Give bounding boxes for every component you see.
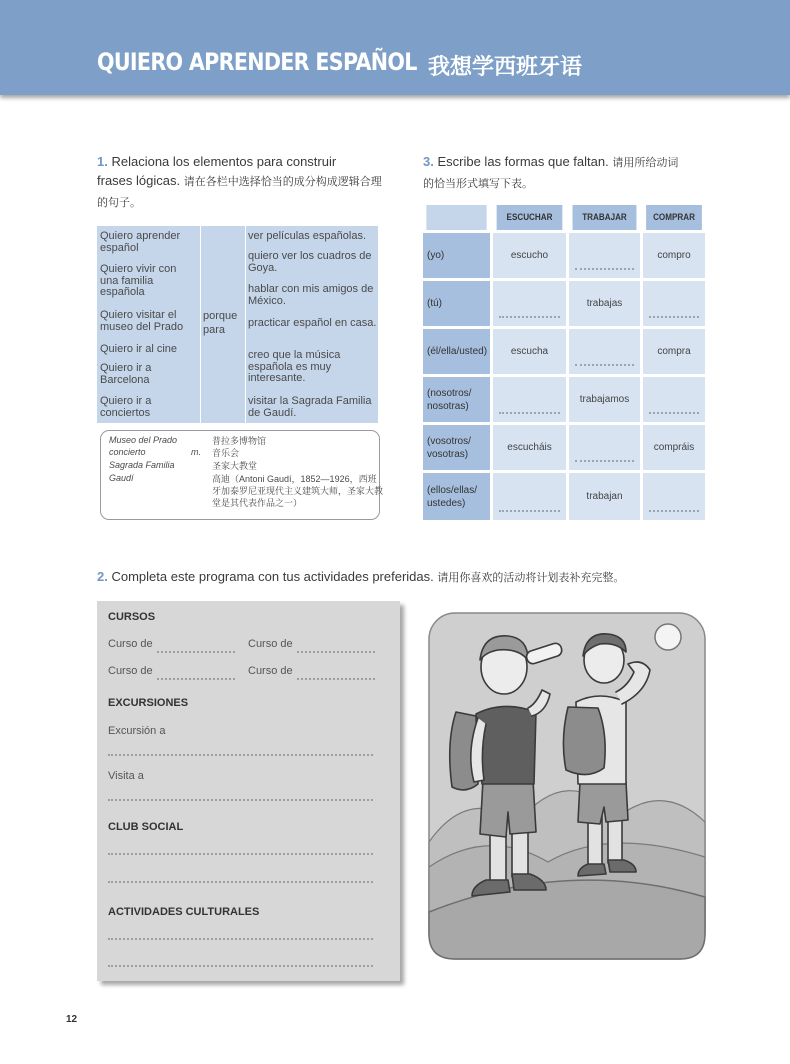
glossary-term: concierto bbox=[109, 447, 146, 457]
glossary-translation: 圣家大教堂 bbox=[212, 461, 258, 471]
sentence-end-item[interactable]: hablar con mis amigos de México. bbox=[248, 283, 374, 307]
answer-line[interactable] bbox=[499, 510, 560, 512]
curso-label: Curso de bbox=[248, 665, 293, 677]
connector-item[interactable]: para bbox=[203, 324, 226, 336]
glossary-translation: 音乐会 bbox=[212, 448, 240, 458]
section-excursiones: EXCURSIONES bbox=[108, 697, 189, 709]
club-social-blank[interactable] bbox=[108, 881, 373, 883]
sentence-start-item[interactable]: Quiero ir a Barcelona bbox=[100, 362, 152, 386]
table-corner bbox=[426, 205, 486, 230]
verb-form-cell: trabajamos bbox=[569, 377, 640, 422]
exercise-3-number: 3. bbox=[423, 154, 434, 169]
glossary-term: Gaudí bbox=[109, 473, 134, 483]
pronoun-cell: (nosotros/ nosotras) bbox=[423, 377, 490, 422]
curso-label: Curso de bbox=[108, 665, 153, 677]
excursion-label: Excursión a bbox=[108, 725, 166, 737]
verb-form-blank[interactable] bbox=[643, 473, 705, 520]
curso-blank[interactable] bbox=[157, 678, 235, 680]
page-number: 12 bbox=[66, 1014, 78, 1025]
actividades-blank[interactable] bbox=[108, 965, 373, 967]
verb-form-cell: escucha bbox=[493, 329, 566, 374]
section-cursos: CURSOS bbox=[108, 611, 156, 623]
page-title-chinese: 我想学西班牙语 bbox=[428, 54, 583, 79]
verb-form-cell: compro bbox=[643, 233, 705, 278]
curso-blank[interactable] bbox=[297, 651, 375, 653]
exercise-1-number: 1. bbox=[97, 154, 108, 169]
answer-line[interactable] bbox=[575, 268, 634, 270]
sentence-start-item[interactable]: Quiero visitar el museo del Prado bbox=[100, 309, 184, 333]
glossary-entry bbox=[109, 447, 379, 458]
glossary-term: Museo del Prado bbox=[109, 435, 178, 445]
sentence-start-item[interactable]: Quiero ir a conciertos bbox=[100, 395, 152, 419]
pronoun-cell: (él/ella/usted) bbox=[423, 329, 490, 374]
verb-form-cell: trabajas bbox=[569, 281, 640, 326]
verb-form-cell: compra bbox=[643, 329, 705, 374]
section-actividades-culturales: ACTIVIDADES CULTURALES bbox=[108, 906, 260, 918]
answer-line[interactable] bbox=[649, 510, 699, 512]
exercise-2-text-cn: 请用你喜欢的活动将计划表补充完整。 bbox=[437, 572, 625, 584]
sentence-end-item[interactable]: ver películas españolas. bbox=[248, 230, 367, 242]
pronoun-cell: (ellos/ellas/ ustedes) bbox=[423, 473, 490, 520]
sentence-start-item[interactable]: Quiero aprender español bbox=[100, 230, 181, 254]
excursion-blank[interactable] bbox=[108, 754, 373, 756]
exercise-3-text-cn: 请用所给动词 bbox=[612, 157, 679, 169]
glossary-term: Sagrada Familia bbox=[109, 460, 175, 470]
verb-form-blank[interactable] bbox=[493, 281, 566, 326]
glossary-gender: m. bbox=[191, 447, 201, 457]
exercise-3-text-cn-2: 的恰当形式填写下表。 bbox=[423, 178, 533, 190]
connector-item[interactable]: porque bbox=[203, 310, 238, 322]
answer-line[interactable] bbox=[649, 412, 699, 414]
sentence-end-item[interactable]: quiero ver los cuadros de Goya. bbox=[248, 250, 372, 274]
answer-line[interactable] bbox=[649, 316, 699, 318]
hikers-illustration bbox=[428, 612, 706, 960]
sentence-start-item[interactable]: Quiero ir al cine bbox=[100, 343, 178, 355]
curso-blank[interactable] bbox=[297, 678, 375, 680]
exercise-1-text: Relaciona los elementos para construir bbox=[111, 154, 337, 169]
section-club-social: CLUB SOCIAL bbox=[108, 821, 184, 833]
actividades-blank[interactable] bbox=[108, 938, 373, 940]
answer-line[interactable] bbox=[575, 460, 634, 462]
curso-label: Curso de bbox=[248, 638, 293, 650]
pronoun-cell: (yo) bbox=[423, 233, 490, 278]
club-social-blank[interactable] bbox=[108, 853, 373, 855]
verb-form-cell: trabajan bbox=[569, 473, 640, 520]
verb-form-blank[interactable] bbox=[493, 473, 566, 520]
glossary-entry bbox=[109, 435, 379, 446]
hikers-drawing bbox=[428, 612, 706, 960]
glossary-translation: 高迪（Antoni Gaudí，1852—1926，西班牙加泰罗尼亚现代主义建筑大师，圣家大教堂是其代表作品之一） bbox=[212, 474, 384, 508]
verb-form-blank[interactable] bbox=[569, 329, 640, 374]
exercise-1-table bbox=[97, 226, 378, 423]
exercise-1-text-2: frases lógicas. bbox=[97, 173, 181, 188]
pronoun-cell: (vosotros/ vosotras) bbox=[423, 425, 490, 470]
curso-blank[interactable] bbox=[157, 651, 235, 653]
visita-label: Visita a bbox=[108, 770, 144, 782]
column-header: ESCUCHAR bbox=[497, 205, 563, 230]
verb-form-cell: escucho bbox=[493, 233, 566, 278]
answer-line[interactable] bbox=[575, 364, 634, 366]
conjugation-table bbox=[423, 205, 705, 520]
page-header bbox=[0, 0, 790, 95]
answer-line[interactable] bbox=[499, 412, 560, 414]
connector-column bbox=[200, 226, 242, 423]
exercise-3-instruction bbox=[423, 152, 713, 194]
verb-form-blank[interactable] bbox=[493, 377, 566, 422]
sentence-end-item[interactable]: visitar la Sagrada Familia de Gaudí. bbox=[248, 395, 372, 419]
verb-form-blank[interactable] bbox=[643, 281, 705, 326]
exercise-2-text: Completa este programa con tus actividades preferidas. bbox=[111, 569, 434, 584]
exercise-3-text: Escribe las formas que faltan. bbox=[437, 154, 609, 169]
sentence-end-item[interactable]: creo que la música española es muy interesante. bbox=[248, 349, 341, 384]
sentence-end-item[interactable]: practicar español en casa. bbox=[248, 317, 377, 329]
verb-form-blank[interactable] bbox=[569, 425, 640, 470]
exercise-2-number: 2. bbox=[97, 569, 108, 584]
pronoun-cell: (tú) bbox=[423, 281, 490, 326]
answer-line[interactable] bbox=[499, 316, 560, 318]
curso-label: Curso de bbox=[108, 638, 153, 650]
connector-list bbox=[203, 309, 237, 337]
glossary-entry bbox=[109, 473, 384, 508]
glossary-box bbox=[100, 430, 384, 520]
verb-form-blank[interactable] bbox=[643, 377, 705, 422]
verb-form-blank[interactable] bbox=[569, 233, 640, 278]
page-title: QUIERO APRENDER ESPAÑOL bbox=[97, 48, 417, 76]
exercise-2-instruction bbox=[97, 567, 737, 588]
glossary-entry bbox=[109, 460, 379, 471]
column-header: TRABAJAR bbox=[573, 205, 637, 230]
sentence-start-item[interactable]: Quiero vivir con una familia española bbox=[100, 263, 177, 298]
exercise-1-text-cn: 请在各栏中选择恰当的成分构成逻辑合理的句子。 bbox=[97, 176, 382, 209]
sentence-start-column bbox=[97, 226, 198, 423]
visita-blank[interactable] bbox=[108, 799, 373, 801]
activity-program-card bbox=[97, 601, 400, 981]
sentence-end-column bbox=[245, 226, 378, 423]
column-header: COMPRAR bbox=[646, 205, 702, 230]
verb-form-cell: compráis bbox=[643, 425, 705, 470]
exercise-1-instruction bbox=[97, 152, 387, 213]
glossary-translation: 普拉多博物馆 bbox=[212, 436, 267, 446]
verb-form-cell: escucháis bbox=[493, 425, 566, 470]
